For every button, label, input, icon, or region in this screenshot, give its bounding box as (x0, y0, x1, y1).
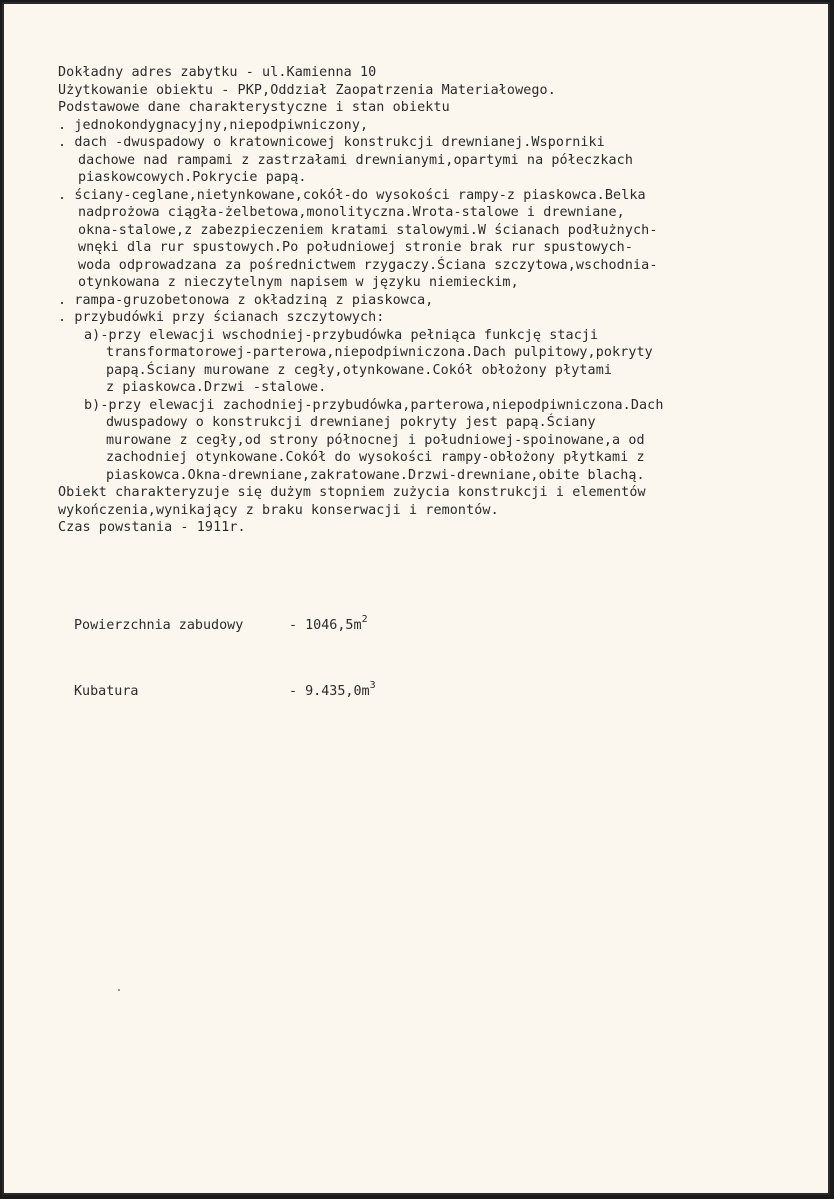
metric-label-area: Powierzchnia zabudowy (74, 618, 244, 633)
text-line: Czas powstania - 1911r. (58, 520, 246, 535)
text-line: . dach -dwuspadowy o kratownicowej konstrukcji drewnianej.Wsporniki (58, 135, 605, 150)
text-line: . przybudówki przy ścianach szczytowych: (58, 310, 385, 325)
text-line: piaskowcowych.Pokrycie papą. (78, 170, 307, 185)
metric-row-area (74, 615, 376, 637)
document-page (2, 2, 830, 1195)
text-line: . rampa-gruzobetonowa z okładziną z piaskowca, (58, 292, 434, 308)
document-body (58, 64, 798, 537)
text-line: wykończenia,wynikający z braku konserwacji i remontów. (58, 502, 499, 518)
text-line: Użytkowanie obiektu - PKP,Oddział Zaopatrzenia Materiałowego. (58, 82, 556, 98)
text-line: z piaskowca.Drzwi -stalowe. (106, 380, 327, 395)
text-line: b)-przy elewacji zachodniej-przybudówka,parterowa,niepodpiwniczona.Dach (84, 397, 664, 413)
text-line: Dokładny adres zabytku - ul.Kamienna 10 (58, 65, 377, 80)
text-line: okna-stalowe,z zabezpieczeniem kratami stalowymi.W ścianach podłużnych- (78, 222, 658, 238)
text-line: wnęki dla rur spustowych.Po południowej stronie brak rur spustowych- (78, 240, 634, 255)
paper-speck (118, 989, 120, 991)
metric-value-area: - $1046,5m^2$ (289, 614, 368, 633)
text-line: piaskowca.Okna-drewniane,zakratowane.Drzwi-drewniane,obite blachą. (106, 467, 645, 483)
metric-row-volume (74, 681, 376, 703)
text-line: woda odprowadzana za pośrednictwem rzygaczy.Ściana szczytowa,wschodnia- (78, 257, 658, 273)
text-line: . ściany-ceglane,nietynkowane,cokół-do wysokości rampy-z piaskowca.Belka (58, 187, 646, 203)
metrics-block (74, 571, 376, 747)
text-line: Podstawowe dane charakterystyczne i stan obiektu (58, 100, 450, 115)
text-line: dwuspadowy o konstrukcji drewnianej pokryty jest papą.Ściany (106, 415, 596, 430)
text-line: transformatorowej-parterowa,niepodpiwniczona.Dach pulpitowy,pokryty (106, 345, 653, 360)
text-line: . jednokondygnacyjny,niepodpiwniczony, (58, 117, 369, 133)
text-line: a)-przy elewacji wschodniej-przybudówka pełniąca funkcję stacji (84, 327, 599, 343)
text-line: zachodniej otynkowane.Cokół do wysokości rampy-obłożony płytkami z (106, 450, 645, 465)
metric-value-volume: - $9.435,0m^3$ (289, 680, 376, 699)
text-line: nadprożowa ciągła-żelbetowa,monolityczna.Wrota-stalowe i drewniane, (78, 205, 625, 220)
text-line: otynkowana z nieczytelnym napisem w języku niemieckim, (78, 275, 519, 290)
text-line: murowane z cegły,od strony północnej i południowej-spoinowane,a od (106, 432, 645, 448)
text-line: papą.Ściany murowane z cegły,otynkowane.Cokół obłożony płytami (106, 362, 613, 378)
text-line: dachowe nad rampami z zastrzałami drewnianymi,opartymi na półeczkach (78, 152, 634, 168)
metric-label-volume: Kubatura (74, 684, 139, 699)
text-line: Obiekt charakteryzuje się dużym stopniem zużycia konstrukcji i elementów (58, 485, 646, 500)
